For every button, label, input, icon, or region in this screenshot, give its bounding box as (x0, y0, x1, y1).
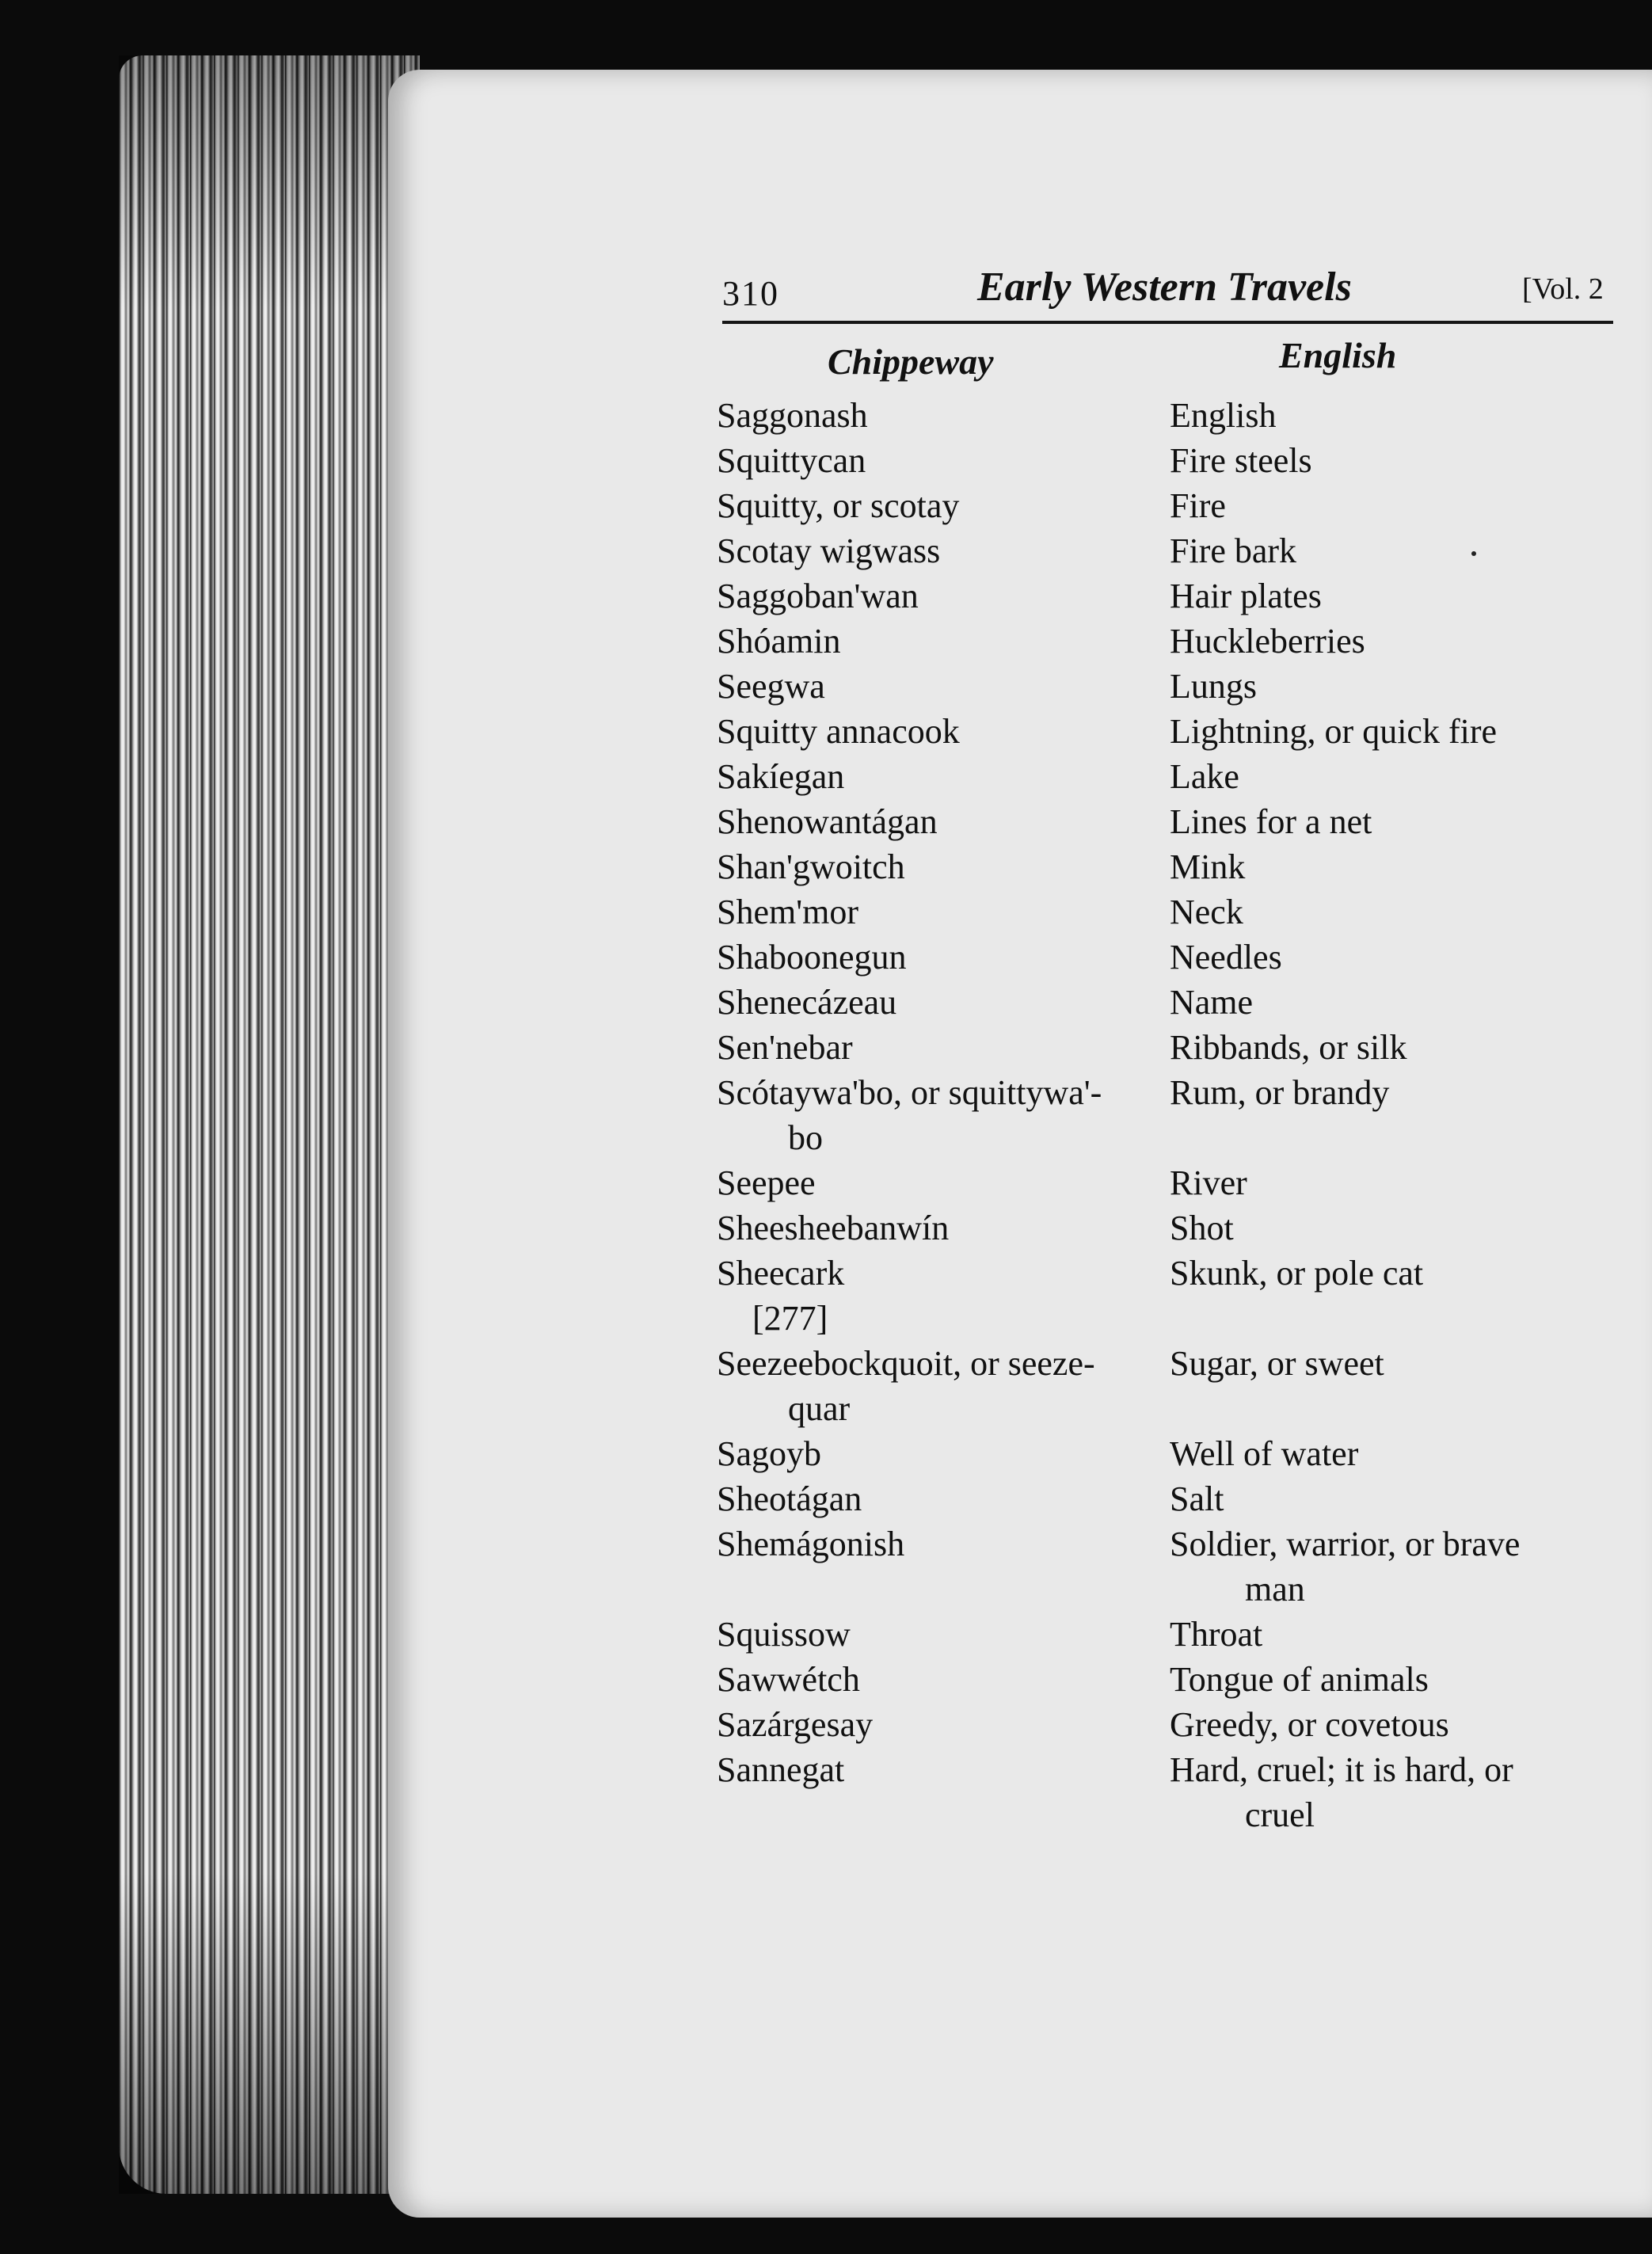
chippeway-word (717, 799, 1160, 844)
chippeway-word (717, 709, 1160, 754)
english-meaning-text: Mink (1170, 847, 1246, 886)
english-meaning-text: Skunk, or pole cat (1170, 1254, 1424, 1293)
chippeway-word (717, 1476, 1160, 1521)
english-meaning (1170, 889, 1645, 935)
original-page-marker-row (717, 1296, 1651, 1341)
table-row (717, 1612, 1651, 1657)
english-meaning-text: Tongue of animals (1170, 1660, 1429, 1699)
english-meaning-text: Fire bark (1170, 531, 1297, 570)
table-row (717, 980, 1651, 1025)
chippeway-word (717, 528, 1160, 573)
table-row (717, 1025, 1651, 1070)
table-row (717, 1521, 1651, 1612)
chippeway-word-text: Scotay wigwass (717, 531, 941, 570)
english-meaning (1170, 1702, 1645, 1747)
chippeway-word (717, 1341, 1160, 1431)
chippeway-word-continuation: quar (788, 1389, 851, 1428)
english-meaning (1170, 1521, 1645, 1612)
english-meaning (1170, 1657, 1645, 1702)
chippeway-word (717, 664, 1160, 709)
english-meaning-text: Salt (1170, 1479, 1224, 1518)
english-meaning (1170, 709, 1645, 754)
table-row (717, 709, 1651, 754)
chippeway-word (717, 438, 1160, 483)
chippeway-word (717, 1251, 1160, 1296)
table-row (717, 1657, 1651, 1702)
english-meaning-text: Lungs (1170, 667, 1257, 706)
chippeway-word (717, 1205, 1160, 1251)
english-meaning-text: River (1170, 1163, 1247, 1202)
table-row (717, 483, 1651, 528)
english-meaning (1170, 935, 1645, 980)
running-title: Early Western Travels (977, 265, 1352, 310)
english-meaning-text: Needles (1170, 938, 1282, 977)
english-meaning (1170, 1205, 1645, 1251)
chippeway-word-text: Shem'mor (717, 893, 859, 931)
running-header (722, 257, 1613, 329)
english-meaning-text: Lines for a net (1170, 802, 1372, 841)
chippeway-word-text: Squittycan (717, 441, 866, 480)
chippeway-word (717, 573, 1160, 619)
english-meaning (1170, 393, 1645, 438)
volume-label: [Vol. 2 (1522, 272, 1604, 306)
chippeway-word-text: Sakíegan (717, 757, 845, 796)
chippeway-word-text: Shemágonish (717, 1525, 905, 1563)
chippeway-word (717, 844, 1160, 889)
column-heading-english: English (1279, 335, 1397, 375)
chippeway-word (717, 935, 1160, 980)
chippeway-word (717, 889, 1160, 935)
table-row (717, 528, 1651, 573)
table-row (717, 393, 1651, 438)
chippeway-word-text: Shenowantágan (717, 802, 938, 841)
english-meaning (1170, 1476, 1645, 1521)
english-meaning-text: Lake (1170, 757, 1239, 796)
table-row (717, 573, 1651, 619)
english-meaning (1170, 1025, 1645, 1070)
table-row (717, 935, 1651, 980)
english-meaning (1170, 1251, 1645, 1296)
english-meaning (1170, 1747, 1645, 1837)
english-meaning-continuation: cruel (1245, 1795, 1315, 1834)
table-row (717, 1251, 1651, 1296)
chippeway-word (717, 483, 1160, 528)
english-meaning-text: English (1170, 396, 1277, 435)
chippeway-word (717, 1070, 1160, 1160)
english-meaning-text: Hard, cruel; it is hard, or (1170, 1750, 1513, 1789)
chippeway-word (717, 619, 1160, 664)
chippeway-word (717, 1612, 1160, 1657)
table-row (717, 844, 1651, 889)
chippeway-word (717, 1702, 1160, 1747)
table-row (717, 438, 1651, 483)
chippeway-word (717, 1747, 1160, 1792)
english-meaning-continuation: Rum, or brandy (1170, 1073, 1390, 1112)
english-meaning-text: Neck (1170, 893, 1243, 931)
chippeway-word (717, 1521, 1160, 1567)
english-meaning-text: Greedy, or covetous (1170, 1705, 1449, 1744)
chippeway-word-text: Squitty, or scotay (717, 486, 960, 525)
page-number: 310 (722, 274, 779, 313)
english-meaning (1170, 664, 1645, 709)
chippeway-word (717, 1160, 1160, 1205)
english-meaning-text: Name (1170, 983, 1254, 1022)
english-meaning-continuation: Sugar, or sweet (1170, 1344, 1384, 1383)
english-meaning (1170, 1070, 1645, 1115)
chippeway-word-text: Sheecark (717, 1254, 845, 1293)
chippeway-word-text: Sagoyb (717, 1434, 821, 1473)
english-meaning-text: Hair plates (1170, 577, 1322, 615)
english-meaning-text: Fire (1170, 486, 1226, 525)
chippeway-word-text: Sen'nebar (717, 1028, 853, 1067)
english-meaning-text: Huckleberries (1170, 622, 1365, 661)
header-rule (722, 321, 1613, 324)
english-meaning-text: Ribbands, or silk (1170, 1028, 1407, 1067)
chippeway-word-text: Squissow (717, 1615, 851, 1654)
chippeway-word-text: Sheesheebanwín (717, 1209, 950, 1247)
table-row (717, 889, 1651, 935)
chippeway-word-text: Seezeebockquoit, or seeze- (717, 1344, 1095, 1383)
chippeway-word-text: Shaboonegun (717, 938, 907, 977)
table-row (717, 799, 1651, 844)
chippeway-word-text: Squitty annacook (717, 712, 960, 751)
english-meaning-text: Lightning, or quick fire (1170, 712, 1498, 751)
table-row (717, 664, 1651, 709)
original-page-marker: [277] (752, 1299, 828, 1338)
vocabulary-table (717, 335, 1651, 1837)
table-row (717, 1431, 1651, 1476)
chippeway-word-text: Sazárgesay (717, 1705, 874, 1744)
english-meaning-text: Fire steels (1170, 441, 1312, 480)
english-meaning (1170, 1431, 1645, 1476)
english-meaning (1170, 528, 1645, 573)
english-meaning (1170, 980, 1645, 1025)
chippeway-word-text: Shenecázeau (717, 983, 897, 1022)
table-row (717, 1341, 1651, 1431)
table-row (717, 1747, 1651, 1837)
chippeway-word (717, 754, 1160, 799)
chippeway-word (717, 1025, 1160, 1070)
english-meaning-text: Well of water (1170, 1434, 1359, 1473)
table-row (717, 1476, 1651, 1521)
vocabulary-rows (717, 393, 1651, 1837)
chippeway-word-text: Saggoban'wan (717, 577, 919, 615)
english-meaning-continuation: man (1245, 1570, 1305, 1609)
english-meaning (1170, 483, 1645, 528)
column-headings (717, 335, 1651, 388)
chippeway-word-text: Sawwétch (717, 1660, 860, 1699)
chippeway-word (717, 393, 1160, 438)
chippeway-word-text: Seegwa (717, 667, 825, 706)
table-row (717, 754, 1651, 799)
chippeway-word (717, 1657, 1160, 1702)
english-meaning (1170, 754, 1645, 799)
english-meaning-text: Throat (1170, 1615, 1263, 1654)
english-meaning (1170, 1160, 1645, 1205)
english-meaning-text: Shot (1170, 1209, 1234, 1247)
chippeway-word-text: Sheotágan (717, 1479, 862, 1518)
chippeway-word-text: Sannegat (717, 1750, 845, 1789)
english-meaning (1170, 1341, 1645, 1386)
english-meaning (1170, 619, 1645, 664)
english-meaning (1170, 573, 1645, 619)
table-row (717, 1070, 1651, 1160)
chippeway-word (717, 980, 1160, 1025)
chippeway-word-text: Shan'gwoitch (717, 847, 905, 886)
chippeway-word-continuation: bo (788, 1118, 823, 1157)
table-row (717, 619, 1651, 664)
table-row (717, 1160, 1651, 1205)
chippeway-word-text: Saggonash (717, 396, 868, 435)
english-meaning (1170, 1612, 1645, 1657)
english-meaning-text: Soldier, warrior, or brave (1170, 1525, 1521, 1563)
chippeway-word-text: Seepee (717, 1163, 816, 1202)
chippeway-word-text: Scótaywa'bo, or squittywa'- (717, 1073, 1102, 1112)
english-meaning (1170, 844, 1645, 889)
english-meaning (1170, 438, 1645, 483)
table-row (717, 1205, 1651, 1251)
table-row (717, 1702, 1651, 1747)
column-heading-chippeway: Chippeway (828, 341, 994, 382)
english-meaning (1170, 799, 1645, 844)
page-edges (119, 55, 420, 2194)
chippeway-word (717, 1431, 1160, 1476)
chippeway-word-text: Shóamin (717, 622, 841, 661)
